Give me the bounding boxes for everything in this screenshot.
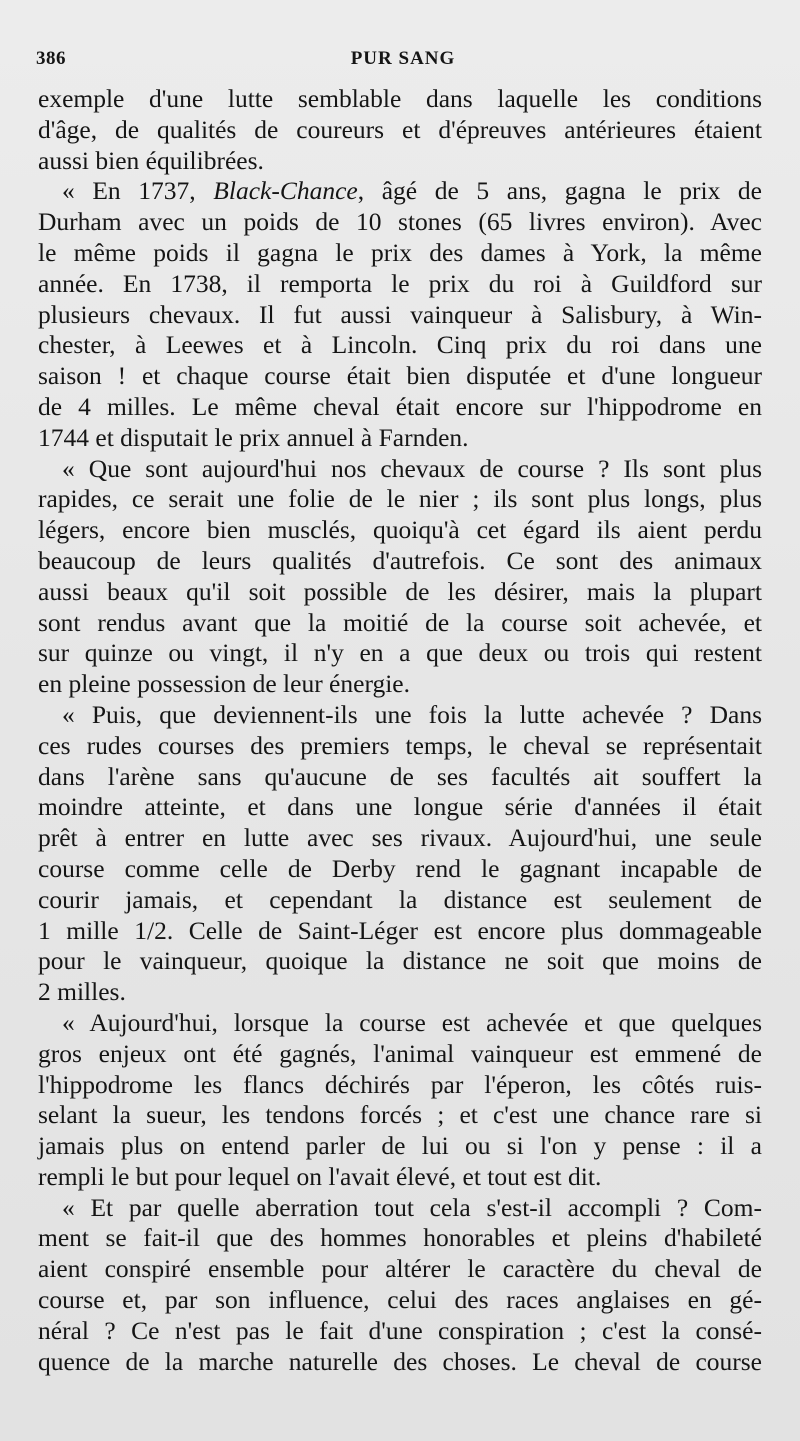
text-line: selant la sueur, les tendons forcés ; et c'est une chance rare si xyxy=(38,1100,762,1130)
text-line: course comme celle de Derby rend le gagnant incapable de xyxy=(38,853,762,883)
text-line: l'hippodrome les flancs déchirés par l'éperon, les côtés ruis- xyxy=(38,1069,762,1099)
text-line: pour le vainqueur, quoique la distance ne soit que moins de xyxy=(38,946,762,976)
horse-name: Black-Chance xyxy=(213,176,358,206)
text-line: plusieurs chevaux. Il fut aussi vainqueur à Salisbury, à Win- xyxy=(38,299,762,329)
text-line: « Que sont aujourd'hui nos chevaux de course ? Ils sont plus xyxy=(62,453,762,483)
text-line: course et, par son influence, celui des races anglaises en gé- xyxy=(38,1285,762,1315)
page-number: 386 xyxy=(36,48,66,69)
text-line: saison ! et chaque course était bien disputée et d'une longueur xyxy=(38,361,762,391)
text-line: beaucoup de leurs qualités d'autrefois. Ce sont des animaux xyxy=(38,545,762,575)
text-line: 2 milles. xyxy=(38,977,126,1007)
text-line: gros enjeux ont été gagnés, l'animal vainqueur est emmené de xyxy=(38,1038,762,1068)
text-line: courir jamais, et cependant la distance est seulement de xyxy=(38,884,762,914)
text-line: dans l'arène sans qu'aucune de ses facultés ait souffert la xyxy=(38,761,762,791)
text-line: « Puis, que deviennent-ils une fois la lutte achevée ? Dans xyxy=(62,699,762,729)
text-line: aient conspiré ensemble pour altérer le caractère du cheval de xyxy=(38,1254,762,1284)
body-text xyxy=(38,84,762,1377)
text-line: ment se fait-il que des hommes honorables et pleins d'habileté xyxy=(38,1223,762,1253)
text-line: quence de la marche naturelle des choses. Le cheval de course xyxy=(38,1346,762,1376)
text-line: 1 mille 1/2. Celle de Saint-Léger est encore plus dommageable xyxy=(38,915,762,945)
text-line: aussi beaux qu'il soit possible de les désirer, mais la plupart xyxy=(38,576,762,606)
text-line: prêt à entrer en lutte avec ses rivaux. Aujourd'hui, une seule xyxy=(38,823,762,853)
text-line: jamais plus on entend parler de lui ou si l'on y pense : il a xyxy=(38,1131,762,1161)
text-line: légers, encore bien musclés, quoiqu'à cet égard ils aient perdu xyxy=(38,515,762,545)
text-line: « Et par quelle aberration tout cela s'est-il accompli ? Com- xyxy=(62,1192,762,1222)
page-header xyxy=(36,48,770,76)
text-line: chester, à Leewes et à Lincoln. Cinq prix du roi dans une xyxy=(38,330,762,360)
text-line: le même poids il gagna le prix des dames à York, la même xyxy=(38,237,762,267)
text-line: Durham avec un poids de 10 stones (65 livres environ). Avec xyxy=(38,207,762,237)
text-line: « En 1737, Black-Chance, âgé de 5 ans, gagna le prix de xyxy=(62,176,763,206)
text-line: sur quinze ou vingt, il n'y en a que deux ou trois qui restent xyxy=(38,638,762,668)
text-line: d'âge, de qualités de coureurs et d'épreuves antérieures étaient xyxy=(38,114,762,144)
text-line: sont rendus avant que la moitié de la course soit achevée, et xyxy=(38,607,762,637)
text-line: exemple d'une lutte semblable dans laquelle les conditions xyxy=(38,84,762,113)
text-line: « Aujourd'hui, lorsque la course est achevée et que quelques xyxy=(62,1007,762,1037)
text-line: rempli le but pour lequel on l'avait élevé, et tout est dit. xyxy=(38,1161,602,1191)
text-line: en pleine possession de leur énergie. xyxy=(38,669,411,699)
text-line: de 4 milles. Le même cheval était encore sur l'hippodrome en xyxy=(38,391,762,421)
text-line: rapides, ce serait une folie de le nier ; ils sont plus longs, plus xyxy=(38,484,762,514)
text-line: année. En 1738, il remporta le prix du roi à Guildford sur xyxy=(38,268,762,298)
text-line: ces rudes courses des premiers temps, le cheval se représentait xyxy=(38,730,762,760)
text-line: moindre atteinte, et dans une longue série d'années il était xyxy=(38,792,762,822)
text-line: 1744 et disputait le prix annuel à Farnden. xyxy=(38,422,469,452)
text-line: néral ? Ce n'est pas le fait d'une conspiration ; c'est la consé- xyxy=(38,1315,762,1345)
text-line: aussi bien équilibrées. xyxy=(38,145,264,175)
running-title: PUR SANG xyxy=(350,48,456,69)
